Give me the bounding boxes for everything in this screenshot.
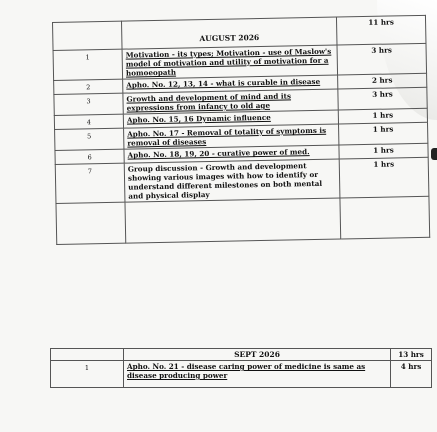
header-blank-cell — [51, 349, 124, 361]
row-hours: 3 hrs — [337, 43, 427, 75]
row-hours: 2 hrs — [338, 73, 427, 89]
row-number: 4 — [54, 114, 123, 129]
table-row — [51, 361, 432, 388]
row-topic: Apho. No. 21 - disease caring power of medicine is same as disease producing power — [124, 361, 391, 388]
sept-table — [50, 348, 432, 388]
month-title: AUGUST 2026 — [121, 17, 336, 49]
total-hours: 11 hrs — [336, 15, 426, 45]
row-topic: Group discussion - Growth and development showing various images with how to identify or understand different milestones on both mental and physical display — [124, 159, 340, 202]
row-number: 2 — [54, 79, 123, 94]
row-hours: 1 hrs — [339, 157, 429, 198]
row-hours: 4 hrs — [391, 361, 432, 388]
total-hours: 13 hrs — [391, 349, 432, 361]
table-header-row — [51, 349, 432, 361]
row-number: 1 — [53, 49, 123, 80]
row-number: 7 — [55, 163, 125, 203]
row-topic: Motivation - its types; Motivation - use of Maslow's model of motivation and utility of motivation for a homoeopath — [122, 45, 338, 79]
row-number: 3 — [54, 93, 123, 115]
blank-row — [56, 196, 430, 244]
august-table — [52, 15, 430, 245]
row-number: 1 — [51, 361, 124, 388]
row-hours: 1 hrs — [338, 108, 427, 124]
month-title: SEPT 2026 — [124, 349, 391, 361]
august-section — [52, 15, 437, 337]
row-topic: Apho. No. 15, 16 Dynamic influence — [123, 110, 338, 128]
row-hours: 1 hrs — [339, 122, 428, 145]
row-hours: 1 hrs — [339, 143, 428, 159]
header-blank-cell — [53, 21, 123, 50]
row-number: 5 — [55, 128, 124, 150]
sept-section — [50, 348, 435, 388]
row-topic: Apho. No. 17 - Removal of totality of symptoms is removal of diseases — [124, 124, 339, 149]
row-number: 6 — [55, 149, 124, 164]
row-hours: 3 hrs — [338, 87, 427, 110]
row-topic: Growth and development of mind and its expressions from infancy to old age — [123, 89, 338, 114]
row-topic: Apho. No. 12, 13, 14 - what is curable in disease — [123, 75, 338, 93]
row-topic: Apho. No. 18, 19, 20 - curative power of med. — [124, 145, 339, 163]
